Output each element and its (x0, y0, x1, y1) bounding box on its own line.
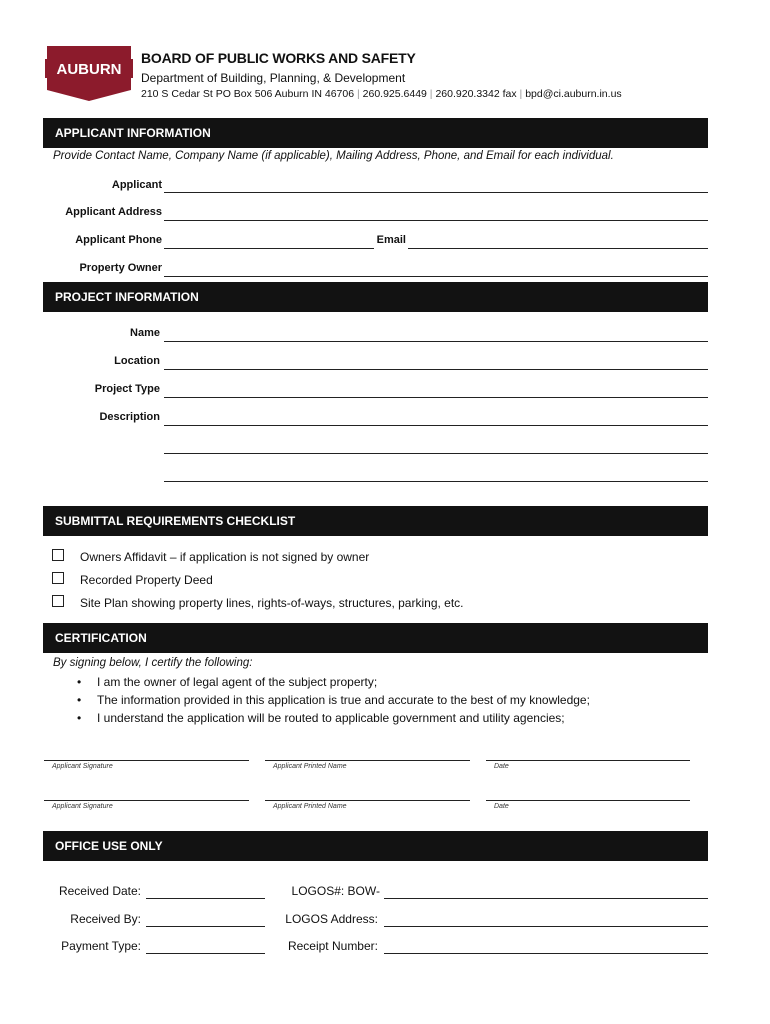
contact-line (141, 88, 622, 100)
received-date-label: Received Date: (58, 884, 141, 898)
auburn-logo (45, 44, 133, 102)
site-plan-checkbox[interactable] (52, 595, 64, 607)
project-description-field[interactable] (164, 425, 708, 426)
project-name-field[interactable] (164, 341, 708, 342)
checklist-item: Site Plan showing property lines, rights-of-ways, structures, parking, etc. (80, 596, 464, 610)
office-use-section-header (43, 831, 708, 861)
project-section-header (43, 282, 708, 312)
certification-item: The information provided in this application is true and accurate to the best of my knowledge; (97, 693, 590, 707)
project-description-label: Description (99, 411, 160, 423)
date-field[interactable] (486, 800, 690, 801)
received-date-field[interactable] (146, 898, 265, 899)
date-caption: Date (494, 763, 509, 770)
project-location-label: Location (114, 355, 160, 367)
email-link[interactable]: bpd@ci.auburn.in.us (525, 88, 622, 100)
logos-number-field[interactable] (384, 898, 708, 899)
certification-item: I understand the application will be routed to applicable government and utility agencies; (97, 711, 565, 725)
checklist-item: Owners Affidavit – if application is not signed by owner (80, 550, 370, 564)
property-owner-field[interactable] (164, 276, 708, 277)
bullet-glyph: • (77, 711, 82, 725)
department-name: Department of Building, Planning, & Development (141, 71, 406, 85)
property-deed-checkbox[interactable] (52, 572, 64, 584)
applicant-signature-field[interactable] (44, 760, 249, 761)
printed-name-caption: Applicant Printed Name (273, 803, 347, 810)
separator: | (429, 88, 433, 100)
applicant-phone-label: Applicant Phone (75, 234, 162, 246)
applicant-signature-field[interactable] (44, 800, 249, 801)
signature-caption: Applicant Signature (52, 803, 113, 810)
logos-address-field[interactable] (384, 926, 708, 927)
applicant-note: Provide Contact Name, Company Name (if applicable), Mailing Address, Phone, and Email for each individual. (53, 150, 614, 162)
logo-text: AUBURN (56, 61, 122, 78)
email-label: Email (376, 234, 406, 246)
checklist-item: Recorded Property Deed (80, 573, 213, 587)
project-name-label: Name (130, 327, 160, 339)
section-title: PROJECT INFORMATION (55, 290, 199, 304)
payment-type-label: Payment Type: (61, 939, 141, 953)
payment-type-field[interactable] (146, 953, 265, 954)
certification-item: I am the owner of legal agent of the subject property; (97, 675, 378, 689)
bullet-glyph: • (77, 675, 82, 689)
date-caption: Date (494, 803, 509, 810)
checklist-section-header (43, 506, 708, 536)
project-location-field[interactable] (164, 369, 708, 370)
signature-caption: Applicant Signature (52, 763, 113, 770)
receipt-number-field[interactable] (384, 953, 708, 954)
project-description-field[interactable] (164, 453, 708, 454)
bullet-glyph: • (77, 693, 82, 707)
received-by-label: Received By: (70, 912, 141, 926)
section-title: CERTIFICATION (55, 631, 147, 645)
applicant-section-header (43, 118, 708, 148)
applicant-printed-name-field[interactable] (265, 760, 470, 761)
logos-number-label: LOGOS#: BOW- (291, 884, 380, 898)
address: 210 S Cedar St PO Box 506 Auburn IN 46706 (141, 88, 355, 100)
project-type-label: Project Type (94, 383, 160, 395)
owners-affidavit-checkbox[interactable] (52, 549, 64, 561)
separator: | (519, 88, 523, 100)
received-by-field[interactable] (146, 926, 265, 927)
email-field[interactable] (408, 248, 708, 249)
section-title: SUBMITTAL REQUIREMENTS CHECKLIST (55, 514, 296, 528)
section-title: APPLICANT INFORMATION (55, 126, 211, 140)
logos-address-label: LOGOS Address: (285, 912, 378, 926)
separator: | (356, 88, 360, 100)
property-owner-label: Property Owner (79, 262, 162, 274)
certification-intro: By signing below, I certify the following: (53, 657, 253, 669)
phone: 260.925.6449 (362, 88, 427, 100)
form-title: BOARD OF PUBLIC WORKS AND SAFETY (141, 50, 416, 66)
printed-name-caption: Applicant Printed Name (273, 763, 347, 770)
project-description-field[interactable] (164, 481, 708, 482)
receipt-number-label: Receipt Number: (287, 939, 378, 953)
fax: 260.920.3342 fax (435, 88, 517, 100)
certification-section-header (43, 623, 708, 653)
applicant-address-field[interactable] (164, 220, 708, 221)
applicant-printed-name-field[interactable] (265, 800, 470, 801)
applicant-field[interactable] (164, 192, 708, 193)
applicant-address-label: Applicant Address (65, 206, 162, 218)
applicant-label: Applicant (111, 179, 162, 191)
date-field[interactable] (486, 760, 690, 761)
section-title: OFFICE USE ONLY (55, 839, 163, 853)
applicant-phone-field[interactable] (164, 248, 374, 249)
project-type-field[interactable] (164, 397, 708, 398)
